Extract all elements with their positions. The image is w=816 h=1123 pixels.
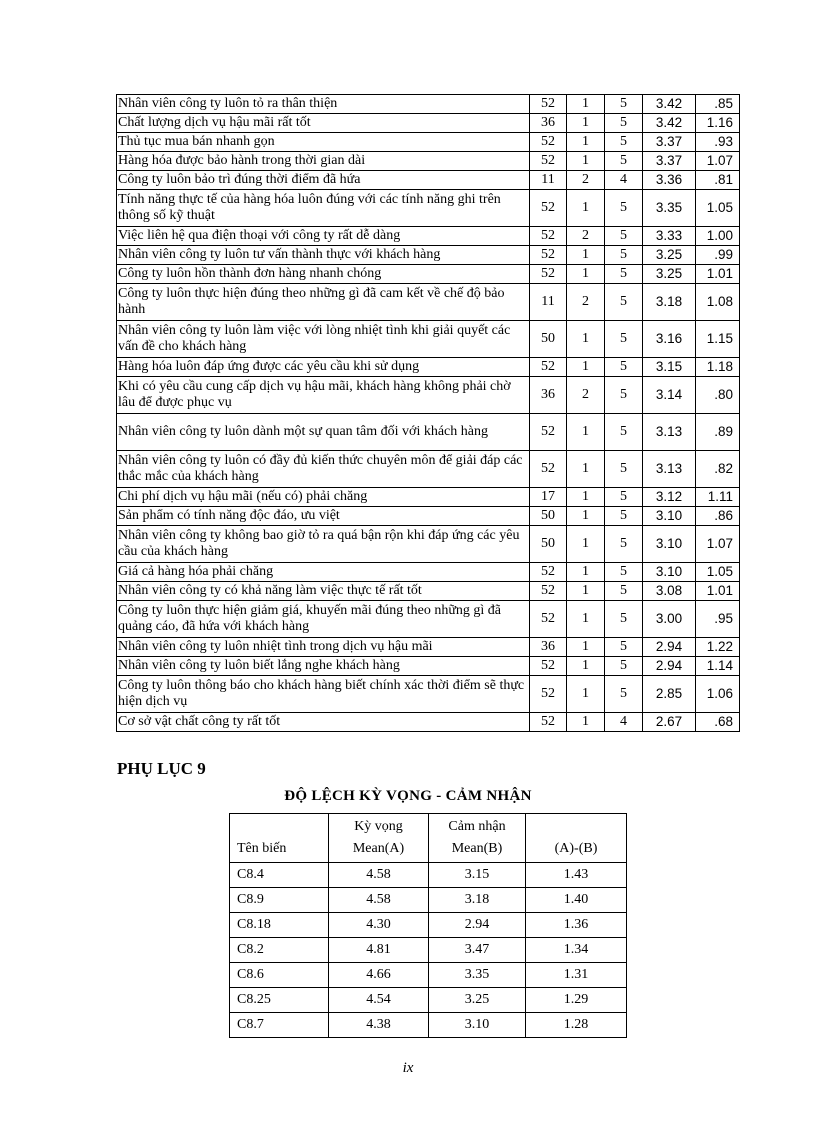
mean-cell: 3.13 — [643, 451, 696, 488]
table-row — [230, 988, 627, 1013]
max-cell: 5 — [605, 526, 643, 563]
item-description: Nhân viên công ty luôn nhiệt tình trong dịch vụ hậu mãi — [117, 638, 530, 657]
variable-cell: C8.2 — [230, 938, 329, 963]
header-cell: Mean(A) — [329, 838, 429, 863]
max-cell: 5 — [605, 582, 643, 601]
perception-mean-cell: 3.47 — [429, 938, 526, 963]
min-cell: 1 — [567, 246, 605, 265]
table-row — [117, 265, 740, 284]
max-cell: 5 — [605, 227, 643, 246]
sd-cell: .85 — [696, 95, 740, 114]
table-row — [117, 507, 740, 526]
expectation-mean-cell: 4.38 — [329, 1013, 429, 1038]
item-description: Nhân viên công ty luôn tỏ ra thân thiện — [117, 95, 530, 114]
header-row-bottom — [230, 838, 627, 863]
sd-cell: .80 — [696, 377, 740, 414]
min-cell: 2 — [567, 171, 605, 190]
min-cell: 2 — [567, 227, 605, 246]
max-cell: 5 — [605, 657, 643, 676]
mean-cell: 3.36 — [643, 171, 696, 190]
table-row — [230, 938, 627, 963]
count-cell: 52 — [530, 133, 567, 152]
count-cell: 52 — [530, 451, 567, 488]
count-cell: 50 — [530, 526, 567, 563]
gap-cell: 1.28 — [526, 1013, 627, 1038]
min-cell: 2 — [567, 377, 605, 414]
min-cell: 1 — [567, 676, 605, 713]
min-cell: 1 — [567, 657, 605, 676]
table-row — [230, 863, 627, 888]
max-cell: 4 — [605, 171, 643, 190]
sd-cell: 1.07 — [696, 526, 740, 563]
table-title: ĐỘ LỆCH KỲ VỌNG - CẢM NHẬN — [284, 788, 532, 804]
mean-cell: 3.16 — [643, 321, 696, 358]
header-cell — [230, 814, 329, 839]
variable-cell: C8.6 — [230, 963, 329, 988]
item-description: Công ty luôn thông báo cho khách hàng biết chính xác thời điểm sẽ thực hiện dịch vụ — [117, 676, 530, 713]
table-row — [117, 284, 740, 321]
max-cell: 5 — [605, 114, 643, 133]
mean-cell: 3.13 — [643, 414, 696, 451]
item-description: Nhân viên công ty luôn biết lắng nghe khách hàng — [117, 657, 530, 676]
item-description: Chất lượng dịch vụ hậu mãi rất tốt — [117, 114, 530, 133]
perception-mean-cell: 3.10 — [429, 1013, 526, 1038]
count-cell: 52 — [530, 358, 567, 377]
sd-cell: 1.15 — [696, 321, 740, 358]
mean-cell: 3.10 — [643, 526, 696, 563]
mean-cell: 3.25 — [643, 246, 696, 265]
mean-cell: 3.10 — [643, 507, 696, 526]
max-cell: 5 — [605, 190, 643, 227]
item-description: Nhân viên công ty không bao giờ tỏ ra quá bận rộn khi đáp ứng các yêu cầu của khách hàng — [117, 526, 530, 563]
count-cell: 52 — [530, 414, 567, 451]
sd-cell: 1.08 — [696, 284, 740, 321]
table-row — [117, 713, 740, 732]
min-cell: 1 — [567, 638, 605, 657]
count-cell: 36 — [530, 114, 567, 133]
variable-cell: C8.4 — [230, 863, 329, 888]
min-cell: 1 — [567, 414, 605, 451]
page-number: ix — [402, 1060, 414, 1076]
item-description: Nhân viên công ty luôn có đầy đủ kiến thức chuyên môn để giải đáp các thắc mắc của khách hàng — [117, 451, 530, 488]
max-cell: 5 — [605, 246, 643, 265]
mean-cell: 2.85 — [643, 676, 696, 713]
item-description: Công ty luôn bảo trì đúng thời điểm đã hứa — [117, 171, 530, 190]
min-cell: 1 — [567, 321, 605, 358]
item-description: Hàng hóa luôn đáp ứng được các yêu cầu khi sử dụng — [117, 358, 530, 377]
gap-cell: 1.29 — [526, 988, 627, 1013]
min-cell: 1 — [567, 488, 605, 507]
expectation-mean-cell: 4.30 — [329, 913, 429, 938]
sd-cell: 1.07 — [696, 152, 740, 171]
table-row — [117, 676, 740, 713]
variable-cell: C8.25 — [230, 988, 329, 1013]
item-description: Sản phẩm có tính năng độc đáo, ưu việt — [117, 507, 530, 526]
max-cell: 5 — [605, 358, 643, 377]
count-cell: 50 — [530, 507, 567, 526]
sd-cell: 1.16 — [696, 114, 740, 133]
count-cell: 52 — [530, 152, 567, 171]
sd-cell: 1.01 — [696, 582, 740, 601]
mean-cell: 3.42 — [643, 95, 696, 114]
expectation-mean-cell: 4.81 — [329, 938, 429, 963]
count-cell: 36 — [530, 638, 567, 657]
item-description: Giá cả hàng hóa phải chăng — [117, 563, 530, 582]
table-row — [117, 114, 740, 133]
sd-cell: .81 — [696, 171, 740, 190]
table-row — [117, 451, 740, 488]
min-cell: 1 — [567, 95, 605, 114]
table-row — [230, 913, 627, 938]
max-cell: 5 — [605, 133, 643, 152]
item-description: Nhân viên công ty luôn tư vấn thành thực với khách hàng — [117, 246, 530, 265]
mean-cell: 3.35 — [643, 190, 696, 227]
sd-cell: .82 — [696, 451, 740, 488]
gap-cell: 1.34 — [526, 938, 627, 963]
item-description: Nhân viên công ty có khả năng làm việc thực tế rất tốt — [117, 582, 530, 601]
item-description: Nhân viên công ty luôn làm việc với lòng nhiệt tình khi giải quyết các vấn đề cho khách hàng — [117, 321, 530, 358]
expectation-mean-cell: 4.66 — [329, 963, 429, 988]
max-cell: 5 — [605, 152, 643, 171]
item-description: Thủ tục mua bán nhanh gọn — [117, 133, 530, 152]
table-row — [117, 227, 740, 246]
item-description: Khi có yêu cầu cung cấp dịch vụ hậu mãi, khách hàng không phải chờ lâu để được phục vụ — [117, 377, 530, 414]
min-cell: 1 — [567, 507, 605, 526]
min-cell: 1 — [567, 114, 605, 133]
mean-cell: 2.94 — [643, 638, 696, 657]
header-cell: Kỳ vọng — [329, 814, 429, 839]
gap-cell: 1.40 — [526, 888, 627, 913]
min-cell: 1 — [567, 451, 605, 488]
perception-mean-cell: 2.94 — [429, 913, 526, 938]
expectation-mean-cell: 4.58 — [329, 863, 429, 888]
max-cell: 5 — [605, 488, 643, 507]
count-cell: 52 — [530, 265, 567, 284]
item-description: Công ty luôn thực hiện giảm giá, khuyến mãi đúng theo những gì đã quảng cáo, đã hứa với khách hàng — [117, 601, 530, 638]
mean-cell: 3.18 — [643, 284, 696, 321]
count-cell: 52 — [530, 227, 567, 246]
mean-cell: 3.25 — [643, 265, 696, 284]
sd-cell: .95 — [696, 601, 740, 638]
count-cell: 52 — [530, 657, 567, 676]
max-cell: 5 — [605, 284, 643, 321]
sd-cell: 1.06 — [696, 676, 740, 713]
max-cell: 5 — [605, 377, 643, 414]
table-row — [117, 358, 740, 377]
table-row — [117, 246, 740, 265]
expectation-mean-cell: 4.58 — [329, 888, 429, 913]
expectation-gap-table — [229, 813, 627, 1038]
table-row — [117, 152, 740, 171]
sd-cell: .99 — [696, 246, 740, 265]
header-row-top — [230, 814, 627, 839]
item-description: Công ty luôn thực hiện đúng theo những gì đã cam kết về chế độ bảo hành — [117, 284, 530, 321]
count-cell: 11 — [530, 284, 567, 321]
count-cell: 52 — [530, 601, 567, 638]
mean-cell: 3.15 — [643, 358, 696, 377]
max-cell: 5 — [605, 563, 643, 582]
gap-cell: 1.31 — [526, 963, 627, 988]
count-cell: 52 — [530, 713, 567, 732]
variable-cell: C8.18 — [230, 913, 329, 938]
table-row — [230, 888, 627, 913]
min-cell: 1 — [567, 152, 605, 171]
table-row — [117, 638, 740, 657]
appendix-heading: PHỤ LỤC 9 — [117, 759, 206, 778]
expectation-mean-cell: 4.54 — [329, 988, 429, 1013]
min-cell: 1 — [567, 358, 605, 377]
mean-cell: 2.94 — [643, 657, 696, 676]
count-cell: 52 — [530, 246, 567, 265]
count-cell: 52 — [530, 563, 567, 582]
sd-cell: 1.11 — [696, 488, 740, 507]
max-cell: 5 — [605, 638, 643, 657]
max-cell: 5 — [605, 414, 643, 451]
count-cell: 17 — [530, 488, 567, 507]
count-cell: 52 — [530, 676, 567, 713]
perception-mean-cell: 3.15 — [429, 863, 526, 888]
count-cell: 52 — [530, 582, 567, 601]
max-cell: 5 — [605, 676, 643, 713]
table-row — [117, 321, 740, 358]
count-cell: 52 — [530, 95, 567, 114]
sd-cell: .68 — [696, 713, 740, 732]
max-cell: 5 — [605, 507, 643, 526]
item-description: Tính năng thực tế của hàng hóa luôn đúng với các tính năng ghi trên thông số kỹ thuật — [117, 190, 530, 227]
mean-cell: 3.37 — [643, 152, 696, 171]
sd-cell: 1.01 — [696, 265, 740, 284]
table-row — [117, 582, 740, 601]
sd-cell: 1.00 — [696, 227, 740, 246]
table-row — [117, 526, 740, 563]
min-cell: 1 — [567, 601, 605, 638]
table-row — [117, 601, 740, 638]
table-row — [117, 414, 740, 451]
min-cell: 1 — [567, 582, 605, 601]
item-description: Việc liên hệ qua điện thoại với công ty rất dễ dàng — [117, 227, 530, 246]
mean-cell: 3.37 — [643, 133, 696, 152]
sd-cell: .86 — [696, 507, 740, 526]
item-description: Hàng hóa được bảo hành trong thời gian dài — [117, 152, 530, 171]
gap-cell: 1.36 — [526, 913, 627, 938]
table-row — [230, 1013, 627, 1038]
item-description: Chi phí dịch vụ hậu mãi (nếu có) phải chăng — [117, 488, 530, 507]
table-row — [117, 171, 740, 190]
sd-cell: 1.18 — [696, 358, 740, 377]
count-cell: 11 — [530, 171, 567, 190]
item-description: Nhân viên công ty luôn dành một sự quan tâm đối với khách hàng — [117, 414, 530, 451]
max-cell: 5 — [605, 601, 643, 638]
variable-cell: C8.9 — [230, 888, 329, 913]
perception-mean-cell: 3.25 — [429, 988, 526, 1013]
min-cell: 1 — [567, 563, 605, 582]
table-row — [117, 95, 740, 114]
mean-cell: 3.08 — [643, 582, 696, 601]
sd-cell: .93 — [696, 133, 740, 152]
max-cell: 5 — [605, 265, 643, 284]
header-cell: Mean(B) — [429, 838, 526, 863]
mean-cell: 3.10 — [643, 563, 696, 582]
max-cell: 5 — [605, 95, 643, 114]
table-row — [117, 377, 740, 414]
sd-cell: 1.05 — [696, 190, 740, 227]
header-cell: Cảm nhận — [429, 814, 526, 839]
perception-mean-cell: 3.18 — [429, 888, 526, 913]
table-row — [117, 133, 740, 152]
table-row — [117, 488, 740, 507]
mean-cell: 3.14 — [643, 377, 696, 414]
max-cell: 5 — [605, 451, 643, 488]
perception-mean-cell: 3.35 — [429, 963, 526, 988]
min-cell: 1 — [567, 713, 605, 732]
survey-stats-table — [116, 94, 740, 732]
min-cell: 1 — [567, 265, 605, 284]
mean-cell: 3.00 — [643, 601, 696, 638]
mean-cell: 3.12 — [643, 488, 696, 507]
sd-cell: 1.22 — [696, 638, 740, 657]
sd-cell: 1.05 — [696, 563, 740, 582]
min-cell: 1 — [567, 133, 605, 152]
table-row — [117, 190, 740, 227]
sd-cell: .89 — [696, 414, 740, 451]
table-row — [117, 657, 740, 676]
header-cell: Tên biến — [230, 838, 329, 863]
item-description: Cơ sở vật chất công ty rất tốt — [117, 713, 530, 732]
sd-cell: 1.14 — [696, 657, 740, 676]
mean-cell: 3.42 — [643, 114, 696, 133]
item-description: Công ty luôn hồn thành đơn hàng nhanh chóng — [117, 265, 530, 284]
min-cell: 2 — [567, 284, 605, 321]
min-cell: 1 — [567, 526, 605, 563]
table-row — [117, 563, 740, 582]
max-cell: 4 — [605, 713, 643, 732]
header-cell: (A)-(B) — [526, 838, 627, 863]
count-cell: 36 — [530, 377, 567, 414]
min-cell: 1 — [567, 190, 605, 227]
variable-cell: C8.7 — [230, 1013, 329, 1038]
max-cell: 5 — [605, 321, 643, 358]
header-cell — [526, 814, 627, 839]
count-cell: 50 — [530, 321, 567, 358]
count-cell: 52 — [530, 190, 567, 227]
gap-cell: 1.43 — [526, 863, 627, 888]
mean-cell: 2.67 — [643, 713, 696, 732]
table-row — [230, 963, 627, 988]
mean-cell: 3.33 — [643, 227, 696, 246]
